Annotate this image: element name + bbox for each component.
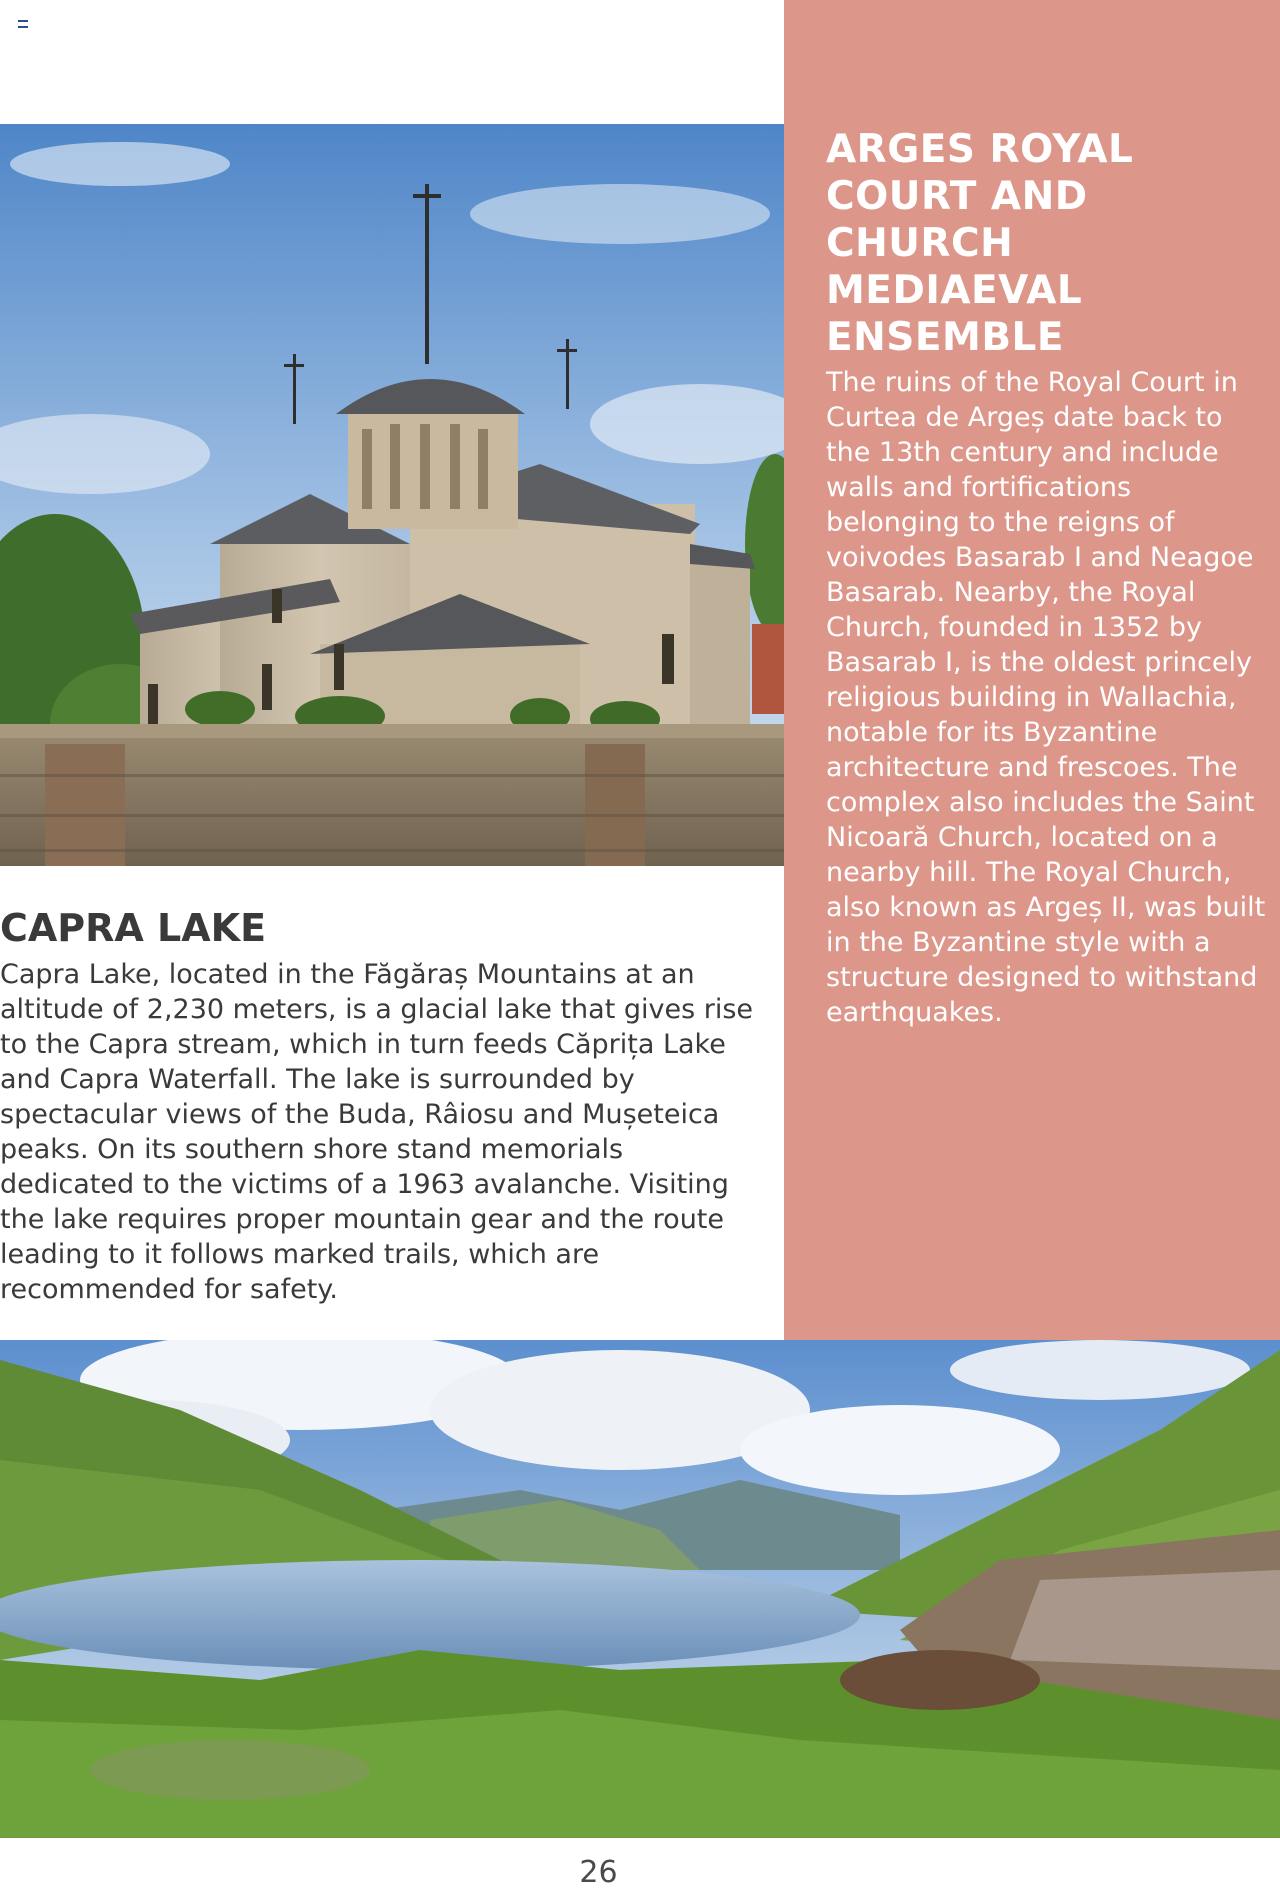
menu-icon[interactable] — [18, 20, 28, 28]
page-number: 26 — [579, 1855, 618, 1890]
capra-lake-photo — [0, 1340, 1280, 1838]
capra-lake-title: CAPRA LAKE — [0, 906, 267, 950]
church-section-title: ARGES ROYAL COURT AND CHURCH MEDIAEVAL ENSEMBLE — [826, 127, 1134, 360]
capra-lake-body: Capra Lake, located in the Făgăraș Mountains at an altitude of 2,230 meters, is a glacial lake that gives rise to the Capra stream, which in turn feeds Căprița Lake and Capra Waterfall. The lake is surrounded by spectacular views of the Buda, Râiosu and Mușeteica peaks. On its southern shore stand memorials dedicated to the victims of a 1963 avalanche. Visiting the lake requires proper mountain gear and the route leading to it follows marked trails, which are recommended for safety. — [0, 959, 754, 1305]
church-section-body: The ruins of the Royal Court in Curtea de Argeș date back to the 13th century and include walls and fortifications belonging to the reigns of voivodes Basarab I and Neagoe Basarab. Nearby, the Royal Church, founded in 1352 by Basarab I, is the oldest princely religious building in Wallachia, notable for its Byzantine architecture and frescoes. The complex also includes the Saint Nicoară Church, located on a nearby hill. The Royal Church, also known as Argeș II, was built in the Byzantine style with a structure designed to withstand earthquakes. — [826, 367, 1266, 1028]
royal-church-photo — [0, 124, 784, 866]
